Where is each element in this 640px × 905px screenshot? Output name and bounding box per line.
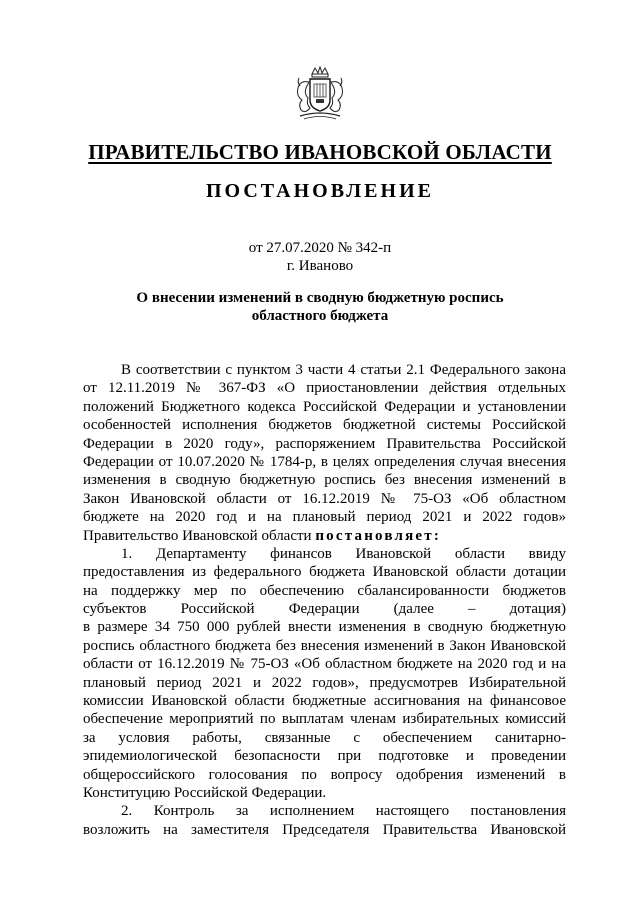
item-1-line: на поддержку мер по обеспечению сбалансированности бюджетов — [83, 582, 566, 599]
preamble-line: Закон Ивановской области от 16.12.2019 № 75-ОЗ «Об областном — [83, 490, 566, 507]
item-1-line: комиссии Ивановской области бюджетные ассигнования на финансовое — [83, 693, 566, 710]
preamble-line: бюджете на 2020 год и на плановый период 2021 и 2022 годов» — [83, 509, 566, 526]
item-1-line: плановый период 2021 и 2022 годов», предусмотрев Избирательной — [83, 674, 566, 691]
item-1-last-line: Конституцию Российской Федерации. — [83, 784, 327, 801]
preamble-last-line — [83, 527, 566, 545]
item-1-line: предоставления из федерального бюджета Ивановской области дотации — [83, 564, 566, 581]
word: Федерации — [288, 601, 360, 618]
item-1-line: в размере 34 750 000 рублей внести изменения в сводную бюджетную — [83, 619, 566, 636]
resolves-word: постановляет: — [315, 527, 442, 544]
subject-line-2: областного бюджета — [251, 308, 389, 324]
item-1-line: роспись областного бюджета без внесения изменений в Закон Ивановской — [83, 637, 566, 654]
preamble-line: особенностей исполнения бюджетов бюджетной системы Российской — [83, 417, 566, 434]
item-1-line: общероссийского голосования по вопросу одобрения изменений в — [83, 766, 566, 783]
document-city: г. Иваново — [286, 258, 354, 274]
preamble-line: положений Бюджетного кодекса Российской Федерации и установлении — [83, 398, 566, 415]
item-1-line: обеспечение мероприятий по выплатам членам избирательных комиссий — [83, 711, 566, 728]
item-1-line: области от 16.12.2019 № 75-ОЗ «Об областном бюджете на 2020 год и на — [83, 656, 566, 673]
org-title — [0, 139, 640, 165]
word: – — [468, 601, 476, 618]
item-2-line: возложить на заместителя Председателя Правительства Ивановской — [83, 821, 566, 838]
preamble-line: Федерации в 2020 году», распоряжением Правительства Российской — [83, 435, 566, 452]
word: дотация) — [509, 601, 566, 618]
item-1-line: за условия работы, связанные с обеспечением санитарно- — [83, 729, 566, 746]
document-body — [83, 361, 566, 839]
word: (далее — [393, 601, 434, 618]
preamble-line: от 12.11.2019 № 367-ФЗ «О приостановлении действия отдельных — [83, 380, 566, 397]
item-1-line: эпидемиологической безопасности при подготовке и проведении — [83, 748, 566, 765]
government-name: Правительство Ивановской области — [83, 527, 316, 544]
word: Российской — [180, 601, 255, 618]
preamble-line: В соответствии с пунктом 3 части 4 статьи 2.1 Федерального закона — [121, 362, 566, 378]
item-1-line — [83, 600, 566, 618]
subject-line-1: О внесении изменений в сводную бюджетную роспись — [136, 290, 504, 306]
preamble-line: Федерации от 10.07.2020 № 1784-р, в целях определения случая внесения — [83, 453, 566, 470]
item-1-line: 1. Департаменту финансов Ивановской области ввиду — [121, 545, 566, 562]
document-type: ПОСТАНОВЛЕНИЕ — [206, 180, 434, 202]
preamble-line: изменения в сводную бюджетную роспись без внесения изменений в — [83, 472, 566, 489]
document-date-number: от 27.07.2020 № 342-п — [248, 240, 392, 256]
word: субъектов — [83, 601, 147, 618]
org-title-text: ПРАВИТЕЛЬСТВО ИВАНОВСКОЙ ОБЛАСТИ — [88, 140, 552, 164]
coat-of-arms-icon — [290, 64, 350, 124]
item-2-line: 2. Контроль за исполнением настоящего постановления — [121, 803, 566, 820]
